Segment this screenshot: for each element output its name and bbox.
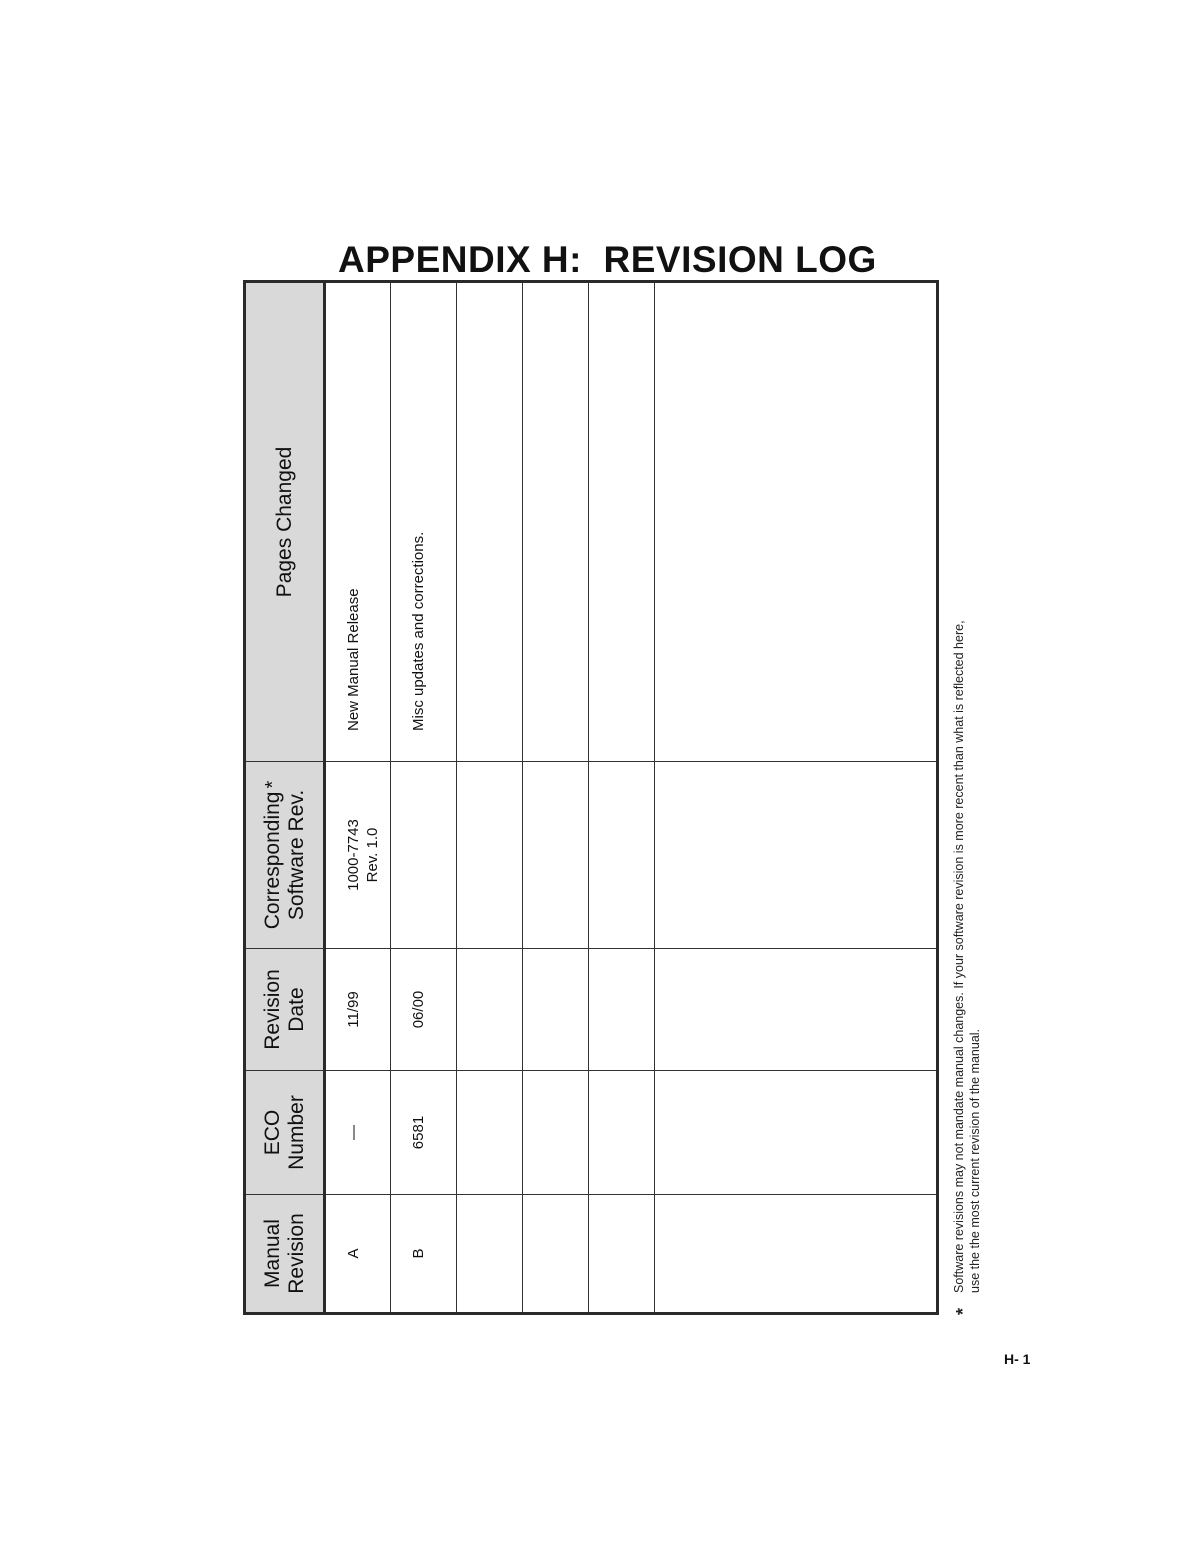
revision-log-table — [243, 280, 939, 1315]
footnote-marker: * — [953, 1307, 973, 1315]
table-row-empty — [655, 282, 938, 1314]
header-pages-changed: Pages Changed — [245, 282, 325, 762]
revision-log-block — [243, 283, 981, 1315]
header-manual-revision: Manual Revision — [245, 1195, 325, 1314]
asterisk-marker: * — [261, 780, 284, 789]
header-software-rev: Corresponding* Software Rev. — [245, 762, 325, 949]
header-eco-number: ECO Number — [245, 1071, 325, 1195]
cell-revision-date: 11/99 — [325, 949, 391, 1071]
table-row-empty — [523, 282, 589, 1314]
cell-pages-changed: Misc updates and corrections. — [391, 282, 457, 762]
cell-eco-number: — — [325, 1071, 391, 1195]
cell-manual-revision: B — [391, 1195, 457, 1314]
cell-manual-revision: A — [325, 1195, 391, 1314]
page-title: APPENDIX H: REVISION LOG — [338, 239, 877, 280]
table-row — [391, 282, 457, 1314]
cell-eco-number: 6581 — [391, 1071, 457, 1195]
page-number: H- 1 — [1004, 1351, 1031, 1367]
table-row-empty — [589, 282, 655, 1314]
cell-pages-changed: New Manual Release — [325, 282, 391, 762]
table-header-row — [245, 282, 325, 1314]
table-row — [325, 282, 391, 1314]
cell-revision-date: 06/00 — [391, 949, 457, 1071]
footnote-text — [951, 273, 983, 1293]
cell-software-rev: 1000-7743 Rev. 1.0 — [325, 762, 391, 949]
footnote-line: use the the most current revision of the manual. — [968, 1028, 982, 1293]
header-revision-date: Revision Date — [245, 949, 325, 1071]
table-row-empty — [457, 282, 523, 1314]
cell-software-rev — [391, 762, 457, 949]
footnote-line: Software revisions may not mandate manual changes. If your software revision is more recent than what is reflected here, — [952, 620, 966, 1293]
